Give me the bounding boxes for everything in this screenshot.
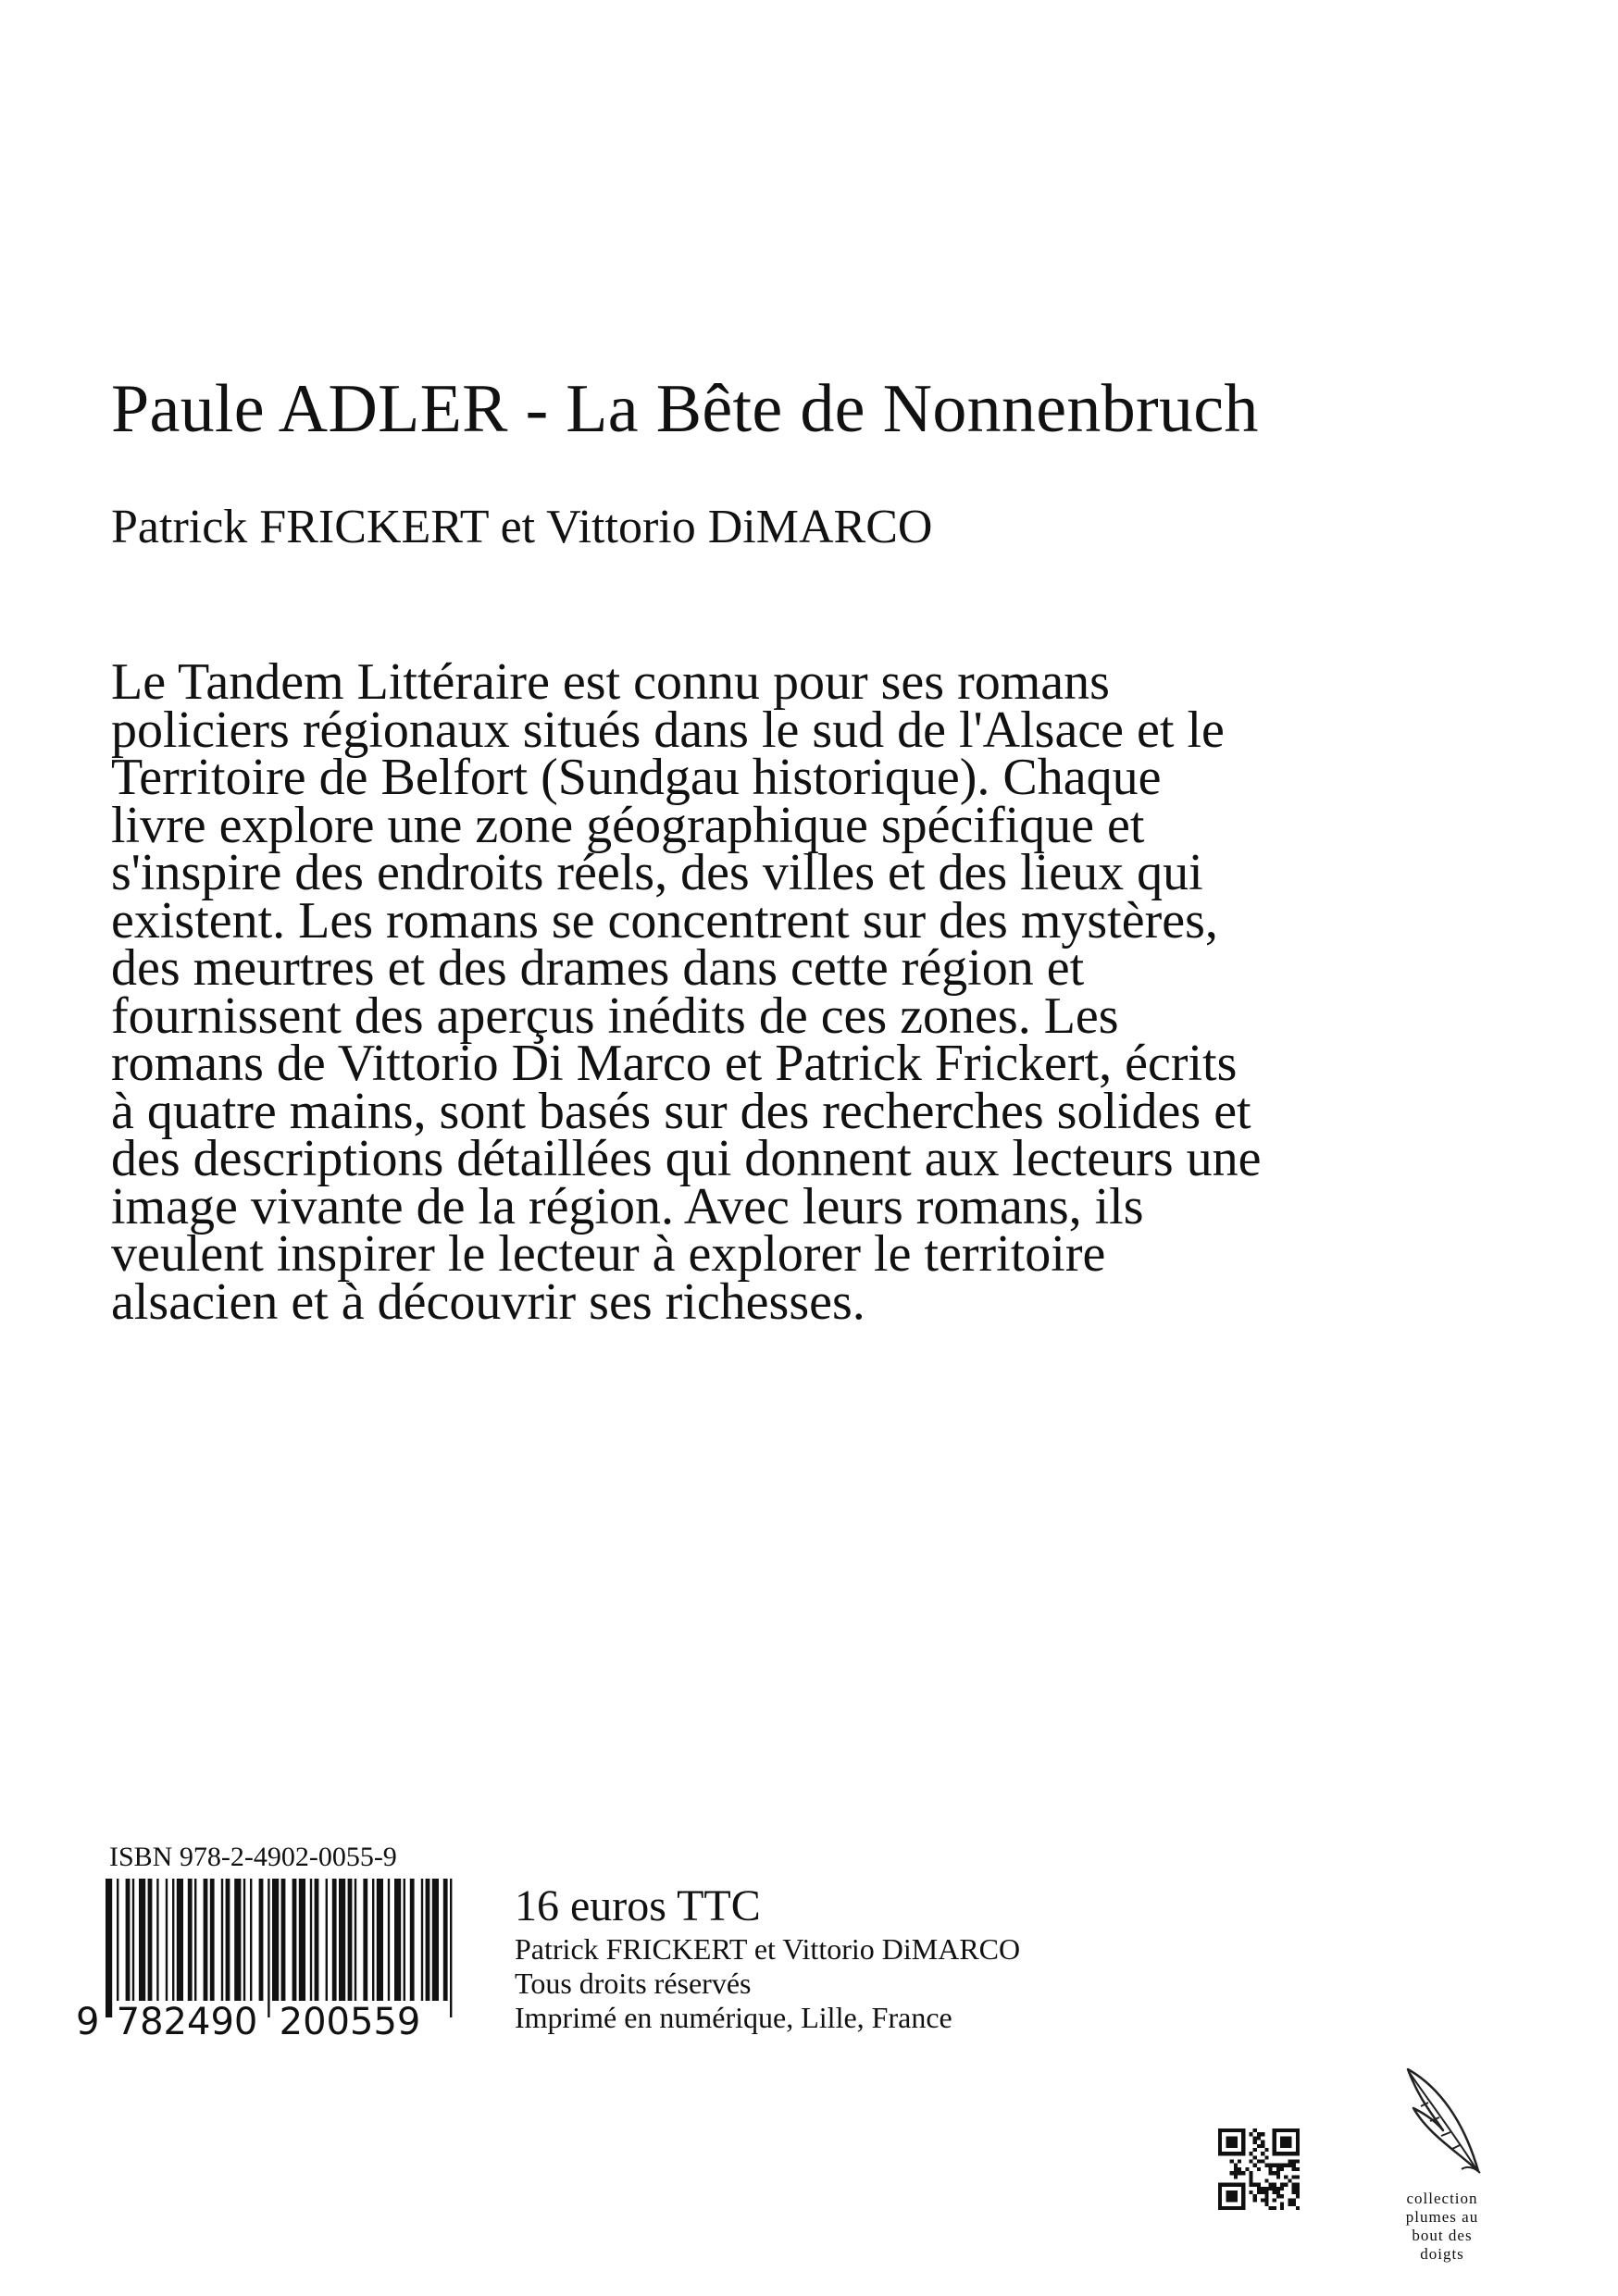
isbn-label: ISBN 978-2-4902-0055-9 xyxy=(109,1842,397,1872)
book-authors: Patrick FRICKERT et Vittorio DiMARCO xyxy=(111,501,933,553)
back-cover-blurb: Le Tandem Littéraire est connu pour ses romans policiers régionaux situés dans le sud de l'Alsace et le Territoire de Belfort (Sundgau historique). Chaque livre explore une zone géographique spécifique et s'inspire des endroits réels, des villes et des lieux qui existent. Les romans se concentrent sur des mystères, des meurtres et des drames dans cette région et fournissent des aperçus inédits de ces zones. Les romans de Vittorio Di Marco et Patrick Frickert, écrits à quatre mains, sont basés sur des recherches solides et des descriptions détaillées qui donnent aux lecteurs une image vivante de la région. Avec leurs romans, ils veulent inspirer le lecteur à explorer le territoire alsacien et à découvrir ses richesses. xyxy=(111,653,1262,1331)
colophon xyxy=(515,1880,1020,2035)
colophon-authors: Patrick FRICKERT et Vittorio DiMARCO xyxy=(515,1932,1021,1966)
publisher-logo xyxy=(1387,2066,1498,2264)
price: 16 euros TTC xyxy=(515,1881,761,1930)
logo-line-4: doigts xyxy=(1420,2245,1464,2263)
book-title: Paule ADLER - La Bête de Nonnenbruch xyxy=(111,371,1259,447)
feather-quill-icon xyxy=(1400,2066,1484,2177)
isbn-barcode xyxy=(65,1879,463,2045)
barcode-digit-prefix: 9 xyxy=(76,2001,100,2043)
logo-line-3: bout des xyxy=(1412,2227,1473,2244)
rights-notice: Tous droits réservés xyxy=(515,1967,752,2000)
barcode-digits-right: 200559 xyxy=(279,2001,421,2043)
logo-line-2: plumes au xyxy=(1405,2208,1479,2226)
barcode-digits-left: 782490 xyxy=(116,2001,258,2043)
qr-code-icon xyxy=(1218,2128,1300,2210)
logo-line-1: collection xyxy=(1406,2190,1478,2207)
printing-notice: Imprimé en numérique, Lille, France xyxy=(515,2001,952,2034)
